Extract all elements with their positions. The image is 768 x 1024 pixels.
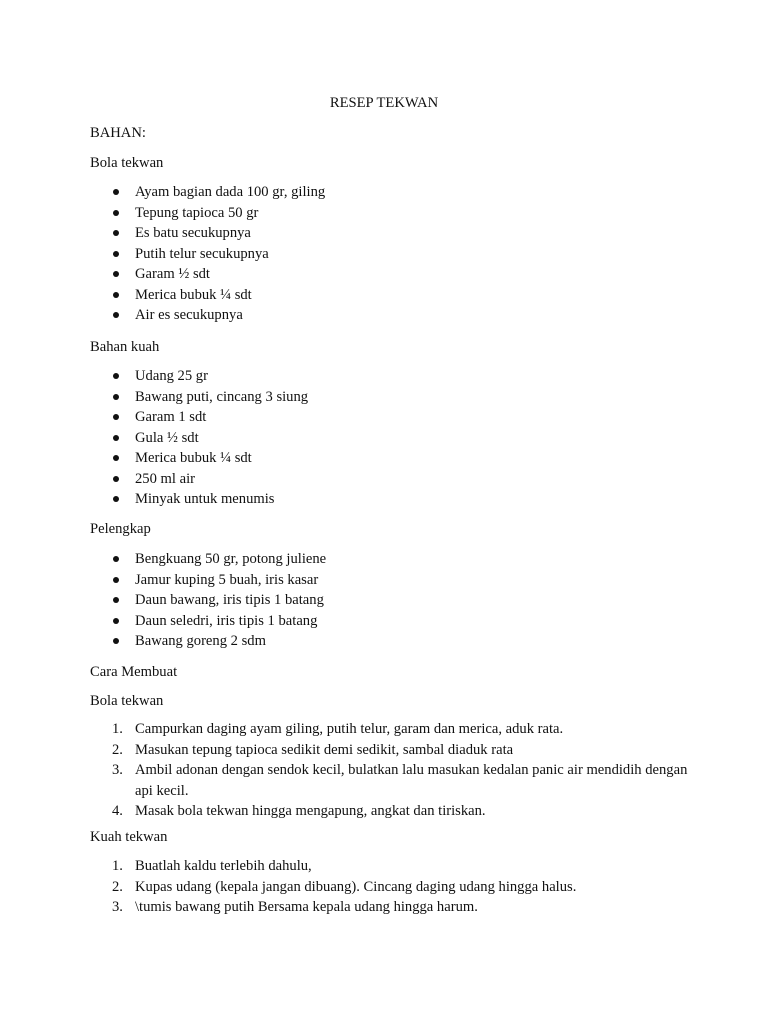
pelengkap-heading: Pelengkap [90, 521, 151, 537]
step-number: 3. [112, 899, 123, 915]
list-item: Es batu secukupnya [90, 223, 690, 244]
list-item: Ayam bagian dada 100 gr, giling [90, 182, 690, 203]
list-item: Gula ½ sdt [90, 428, 690, 449]
step-text: Kupas udang (kepala jangan dibuang). Cincang daging udang hingga halus. [135, 878, 577, 895]
step-number: 3. [112, 762, 123, 778]
kuah-tekwan-heading: Kuah tekwan [90, 829, 168, 845]
step-text: Buatlah kaldu terlebih dahulu, [135, 858, 312, 874]
step-text: Ambil adonan dengan sendok kecil, bulatkan lalu masukan kedalan panic air mendidih dengan api kecil. [135, 762, 688, 799]
list-item: Daun bawang, iris tipis 1 batang [90, 590, 690, 611]
list-item: Daun seledri, iris tipis 1 batang [90, 611, 690, 632]
list-item [90, 877, 690, 898]
list-item: Bawang goreng 2 sdm [90, 631, 690, 652]
step-number: 1. [112, 721, 123, 737]
list-item: Tepung tapioca 50 gr [90, 203, 690, 224]
list-item: Merica bubuk ¼ sdt [90, 285, 690, 306]
list-item [90, 856, 690, 877]
list-item: Garam ½ sdt [90, 264, 690, 285]
list-item: Minyak untuk menumis [90, 489, 690, 510]
kuah-tekwan-steps [90, 856, 690, 918]
list-item: 250 ml air [90, 469, 690, 490]
list-item: Jamur kuping 5 buah, iris kasar [90, 570, 690, 591]
step-text: Masak bola tekwan hingga mengapung, angkat dan tiriskan. [135, 803, 486, 819]
step-text: Masukan tepung tapioca sedikit demi sedikit, sambal diaduk rata [135, 741, 514, 758]
bahan-kuah-ingredients [90, 366, 690, 510]
list-item: Air es secukupnya [90, 305, 690, 326]
cara-membuat-heading: Cara Membuat [90, 664, 178, 680]
list-item [90, 719, 690, 740]
list-item [90, 801, 690, 822]
step-number: 4. [112, 803, 123, 819]
bola-tekwan-ingredients [90, 182, 690, 326]
cara-bola-steps [90, 719, 690, 822]
list-item [90, 897, 690, 918]
step-number: 1. [112, 858, 123, 874]
bahan-heading: BAHAN: [90, 125, 146, 141]
list-item: Udang 25 gr [90, 366, 690, 387]
step-text: \tumis bawang putih Bersama kepala udang hingga harum. [135, 899, 478, 915]
bola-tekwan-heading: Bola tekwan [90, 155, 164, 171]
list-item [90, 740, 690, 761]
list-item: Bengkuang 50 gr, potong juliene [90, 549, 690, 570]
cara-bola-heading: Bola tekwan [90, 693, 164, 709]
list-item: Garam 1 sdt [90, 407, 690, 428]
bahan-kuah-heading: Bahan kuah [90, 339, 160, 355]
recipe-title: RESEP TEKWAN [329, 95, 439, 111]
step-text: Campurkan daging ayam giling, putih telur, garam dan merica, aduk rata. [135, 721, 564, 737]
list-item: Merica bubuk ¼ sdt [90, 448, 690, 469]
step-number: 2. [112, 741, 123, 758]
list-item: Putih telur secukupnya [90, 244, 690, 265]
step-number: 2. [112, 878, 123, 895]
pelengkap-ingredients [90, 549, 690, 652]
list-item [90, 760, 690, 801]
list-item: Bawang puti, cincang 3 siung [90, 387, 690, 408]
